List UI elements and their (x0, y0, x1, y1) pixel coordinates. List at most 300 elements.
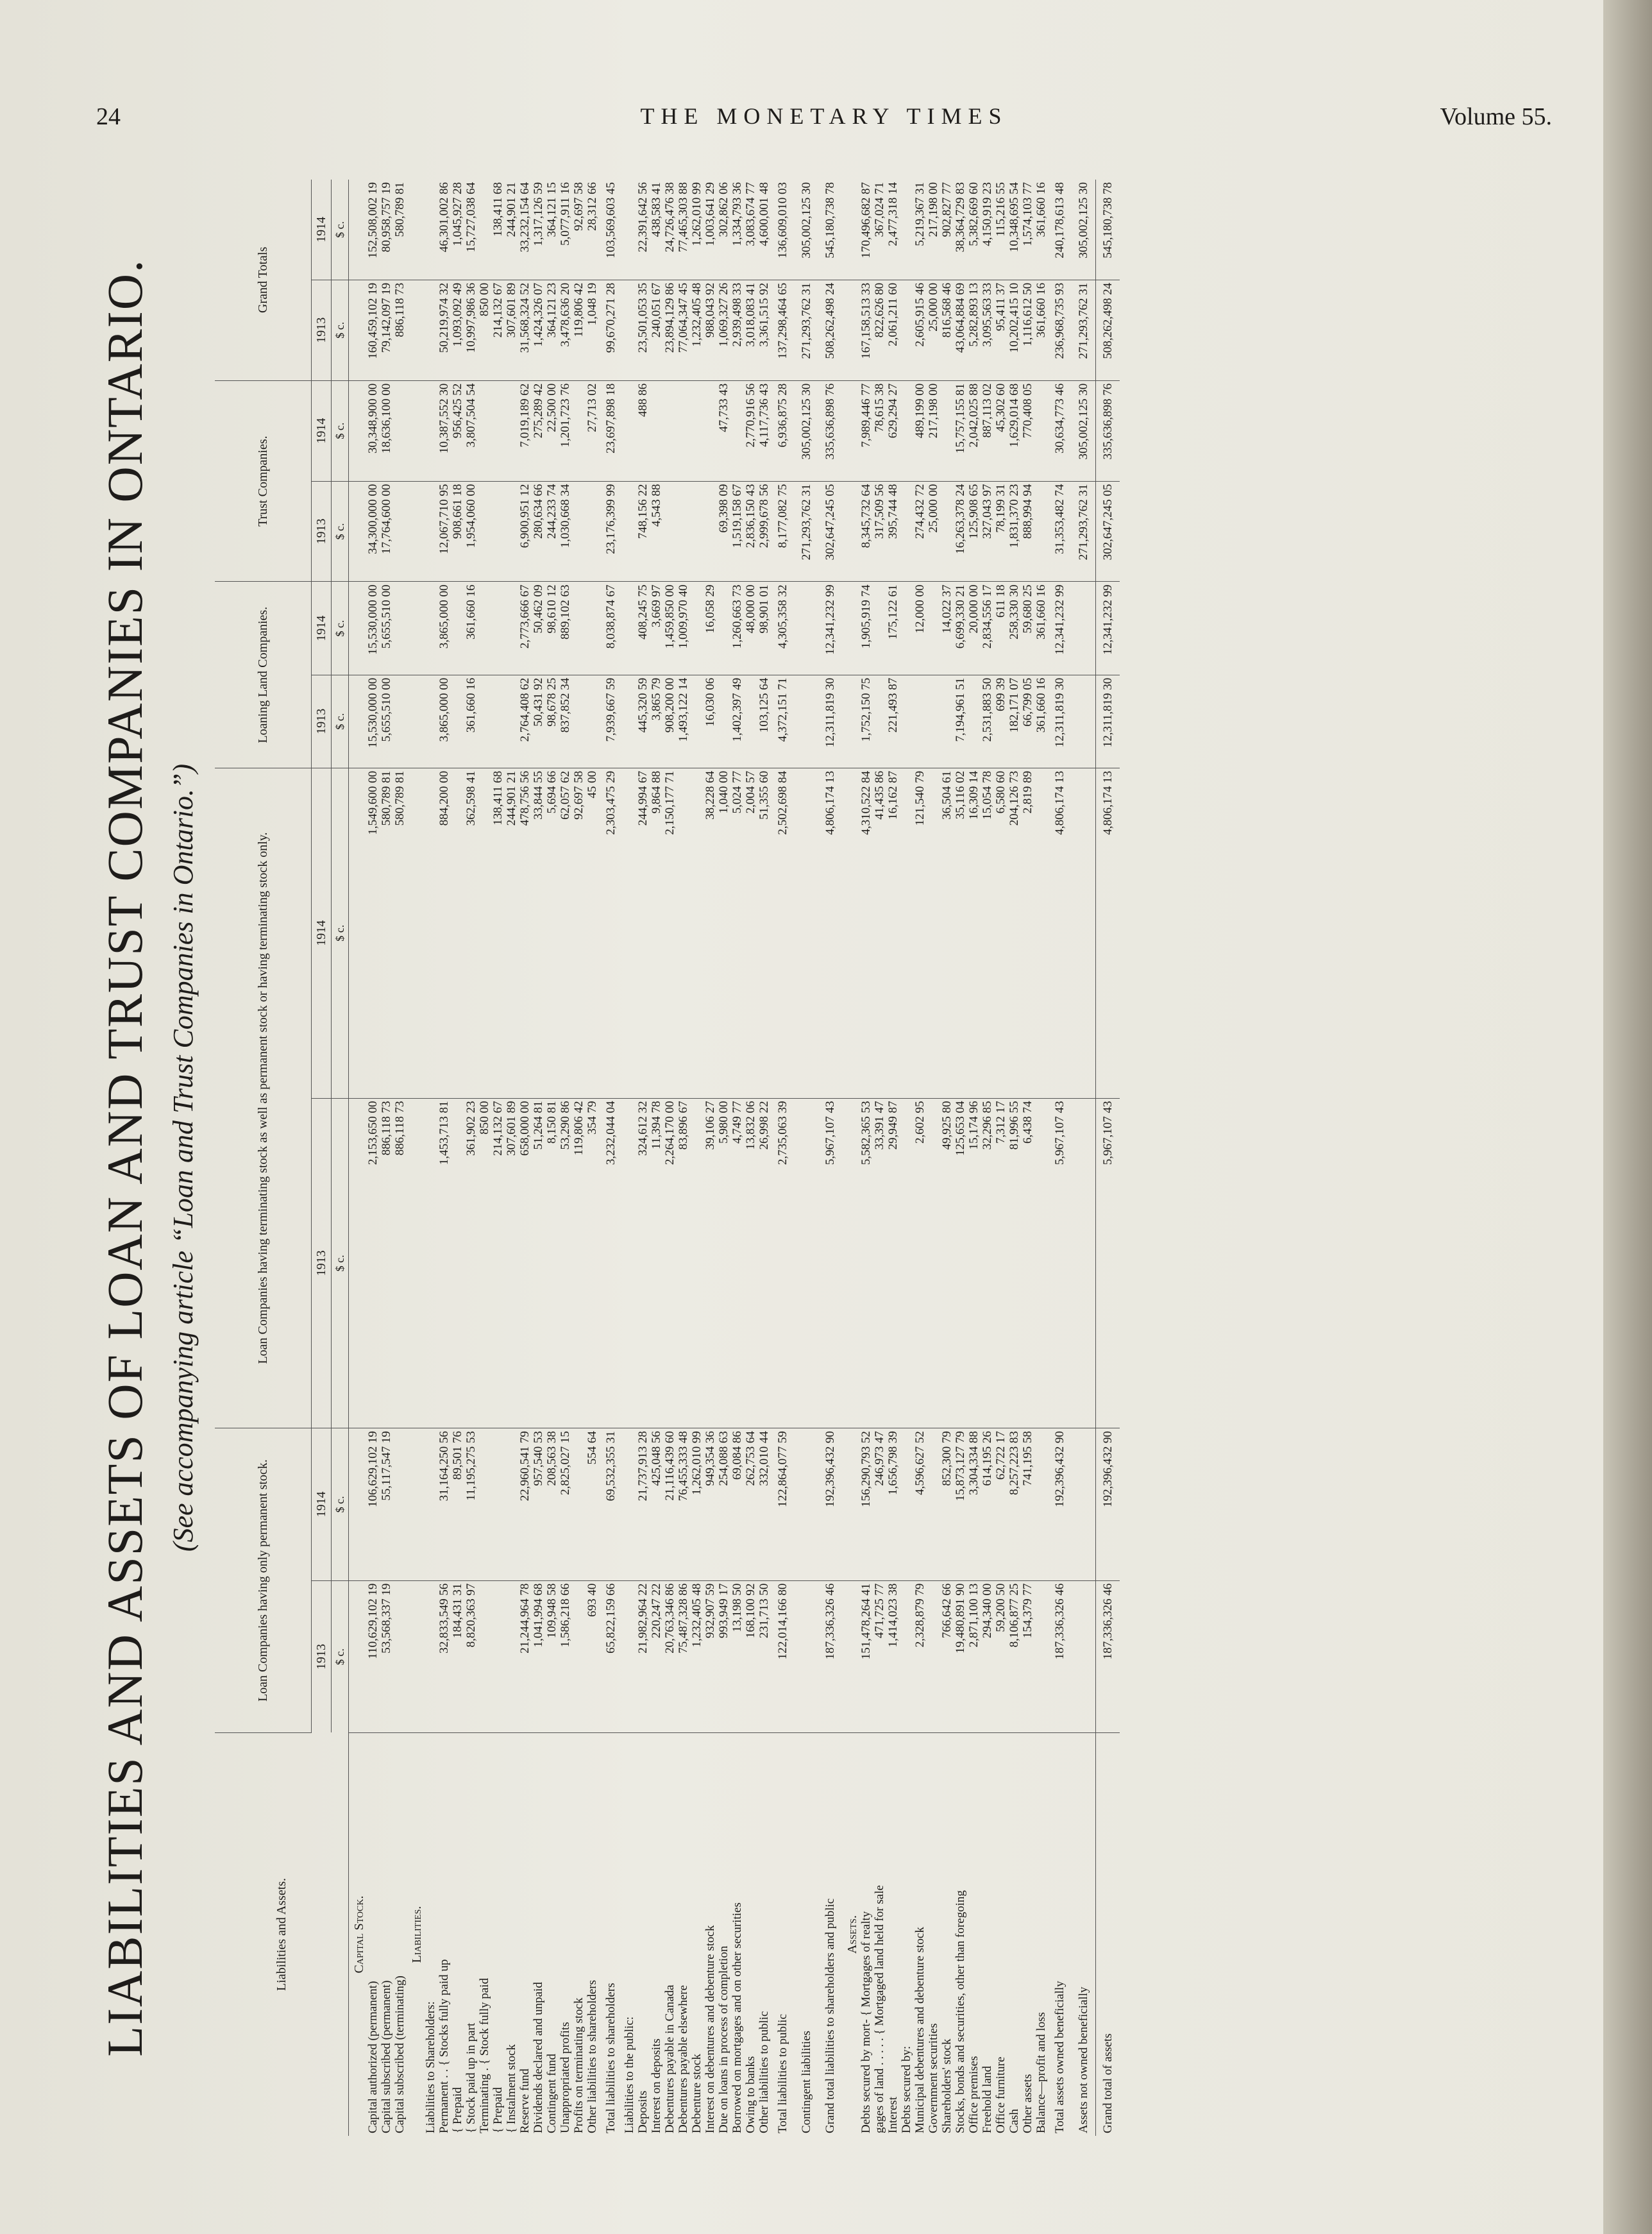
value-cell: 13,198 50 (730, 1580, 744, 1732)
value-cell (407, 1098, 424, 1428)
value-cell (572, 675, 586, 768)
value-cell: 192,396,432 90 (1048, 1428, 1072, 1580)
year-header: 1914 (312, 380, 332, 481)
table-row (636, 180, 650, 2136)
value-cell: 1,453,713 81 (437, 1098, 451, 1428)
table-row (464, 180, 478, 2136)
value-cell: 2,264,170 00 (663, 1098, 677, 1428)
value-cell: 38,364,729 83 (954, 180, 967, 280)
value-cell: 109,948 58 (545, 1580, 559, 1732)
value-cell: 121,540 79 (913, 768, 927, 1098)
value-cell: 36,504 61 (940, 768, 954, 1098)
year-header: 1913 (312, 1580, 332, 1732)
value-cell (900, 1428, 913, 1580)
value-cell (478, 481, 491, 582)
value-cell (663, 481, 677, 582)
value-cell (407, 481, 424, 582)
value-cell (349, 280, 367, 380)
value-cell (505, 380, 518, 481)
value-cell: 138,411 68 (491, 180, 505, 280)
value-cell: 32,296 85 (981, 1098, 994, 1428)
value-cell: 59,680 25 (1021, 582, 1034, 675)
value-cell: 92,697 58 (572, 768, 586, 1098)
value-cell (424, 380, 437, 481)
value-cell: 33,844 55 (532, 768, 545, 1098)
value-cell: 110,629,102 19 (366, 1580, 380, 1732)
value-cell: 3,361,515 92 (757, 280, 771, 380)
table-row (393, 180, 407, 2136)
value-cell (677, 768, 690, 1098)
value-cell: 21,982,964 22 (636, 1580, 650, 1732)
value-cell: 136,609,010 03 (771, 180, 795, 280)
value-cell (842, 280, 859, 380)
value-cell: 50,462 09 (532, 582, 545, 675)
value-cell: 28,312 66 (586, 180, 599, 280)
value-cell: 13,832 06 (744, 1098, 757, 1428)
value-cell: 1,232,405 48 (690, 1580, 704, 1732)
value-cell: 15,530,000 00 (366, 675, 380, 768)
unit-header: $ c. (332, 380, 349, 481)
value-cell: 5,582,365 53 (859, 1098, 873, 1428)
value-cell (407, 582, 424, 675)
value-cell: 361,660 16 (1034, 582, 1048, 675)
value-cell (572, 1580, 586, 1732)
value-cell (491, 1580, 505, 1732)
value-cell (424, 768, 437, 1098)
value-cell: 988,043 92 (704, 280, 717, 380)
value-cell: 20,763,346 86 (663, 1580, 677, 1732)
value-cell: 240,051 67 (650, 280, 663, 380)
value-cell: 4,596,627 52 (913, 1428, 927, 1580)
value-cell (478, 1580, 491, 1732)
table-row (886, 180, 900, 2136)
value-cell: 184,431 31 (451, 1580, 464, 1732)
value-cell (842, 481, 859, 582)
value-cell: 956,425 52 (451, 380, 464, 481)
value-cell: 4,806,174 13 (1096, 768, 1120, 1098)
year-header: 1913 (312, 1098, 332, 1428)
value-cell: 1,493,122 14 (677, 675, 690, 768)
value-cell: 15,727,038 64 (464, 180, 478, 280)
row-label: Other assets (1021, 2074, 1034, 2133)
value-cell (407, 675, 424, 768)
value-cell (393, 675, 407, 768)
value-cell: 302,647,245 05 (818, 481, 842, 582)
table-row (757, 180, 771, 2136)
value-cell: 23,894,129 86 (663, 280, 677, 380)
value-cell: 217,198 00 (927, 180, 940, 280)
table-row (704, 180, 717, 2136)
value-cell (572, 481, 586, 582)
row-label: Debts secured by mort- { Mortgages of realty (859, 1911, 873, 2133)
value-cell: 2,061,211 60 (886, 280, 900, 380)
value-cell: 78,615 38 (873, 380, 886, 481)
value-cell: 92,697 58 (572, 180, 586, 280)
value-cell: 3,095,563 33 (981, 280, 994, 380)
value-cell: 770,408 05 (1021, 380, 1034, 481)
value-cell (407, 1428, 424, 1580)
value-cell: 6,580 60 (994, 768, 1007, 1098)
row-label: Deposits (636, 2090, 650, 2133)
value-cell: 8,257,223 83 (1007, 1428, 1021, 1580)
value-cell: 43,064,884 69 (954, 280, 967, 380)
value-cell (842, 180, 859, 280)
value-cell: 361,660 16 (464, 675, 478, 768)
value-cell (842, 582, 859, 675)
row-label: Interest (886, 2097, 900, 2133)
value-cell: 1,831,370 23 (1007, 481, 1021, 582)
value-cell: 888,994 94 (1021, 481, 1034, 582)
value-cell: 2,477,318 14 (886, 180, 900, 280)
year-header: 1913 (312, 481, 332, 582)
table-row (1048, 180, 1072, 2136)
row-label: Assets. (845, 1915, 859, 1954)
value-cell (677, 380, 690, 481)
value-cell: 850 00 (478, 1098, 491, 1428)
value-cell (1072, 768, 1096, 1098)
value-cell: 137,298,464 65 (771, 280, 795, 380)
value-cell (690, 582, 704, 675)
value-cell: 45,302 60 (994, 380, 1007, 481)
value-cell (451, 582, 464, 675)
value-cell: 8,345,732 64 (859, 481, 873, 582)
value-cell: 425,048 56 (650, 1428, 663, 1580)
value-cell: 2,531,883 50 (981, 675, 994, 768)
value-cell: 21,116,439 60 (663, 1428, 677, 1580)
value-cell: 214,132 67 (491, 280, 505, 380)
row-label: Profits on terminating stock (572, 1997, 586, 2133)
row-label: { Stock paid up in part (464, 2022, 478, 2133)
value-cell: 993,949 17 (717, 1580, 730, 1732)
value-cell: 35,116 02 (954, 768, 967, 1098)
value-cell: 2,836,150 43 (744, 481, 757, 582)
value-cell: 3,478,636 20 (559, 280, 572, 380)
row-label: Other liabilities to public (757, 2011, 771, 2133)
value-cell (690, 768, 704, 1098)
value-cell (451, 675, 464, 768)
value-cell: 5,024 77 (730, 768, 744, 1098)
value-cell (586, 582, 599, 675)
value-cell: 33,391 47 (873, 1098, 886, 1428)
value-cell: 204,126 73 (1007, 768, 1021, 1098)
value-cell: 12,341,232 99 (1096, 582, 1120, 675)
value-cell: 488 86 (636, 380, 650, 481)
value-cell: 699 39 (994, 675, 1007, 768)
section-heading-row (349, 180, 367, 2136)
row-label: Grand total of assets (1096, 1733, 1120, 2137)
value-cell: 23,176,399 99 (599, 481, 623, 582)
value-cell: 4,749 77 (730, 1098, 744, 1428)
value-cell: 240,178,613 48 (1048, 180, 1072, 280)
row-label: Owing to banks (744, 2056, 757, 2133)
value-cell: 3,865,000 00 (437, 675, 451, 768)
value-cell: 151,478,264 41 (859, 1580, 873, 1732)
value-cell: 1,414,023 38 (886, 1580, 900, 1732)
value-cell: 170,496,682 87 (859, 180, 873, 280)
value-cell: 79,142,097 19 (380, 280, 393, 380)
value-cell: 7,194,961 51 (954, 675, 967, 768)
row-label: Reserve fund (518, 2069, 532, 2133)
value-cell (623, 280, 636, 380)
value-cell: 77,465,303 88 (677, 180, 690, 280)
value-cell: 438,583 41 (650, 180, 663, 280)
value-cell: 5,967,107 43 (1096, 1098, 1120, 1428)
value-cell: 307,601 89 (505, 1098, 518, 1428)
value-cell: 3,304,334 88 (967, 1428, 981, 1580)
value-cell: 24,726,476 38 (663, 180, 677, 280)
row-label: Other liabilities to shareholders (586, 1979, 599, 2133)
value-cell (623, 481, 636, 582)
value-cell (424, 280, 437, 380)
table-row (451, 180, 464, 2136)
value-cell: 48,000 00 (744, 582, 757, 675)
section-heading-row (407, 180, 424, 2136)
value-cell: 850 00 (478, 280, 491, 380)
value-cell: 367,024 71 (873, 180, 886, 280)
value-cell: 4,310,522 84 (859, 768, 873, 1098)
value-cell: 12,341,232 99 (1048, 582, 1072, 675)
value-cell (572, 380, 586, 481)
value-cell: 32,833,549 56 (437, 1580, 451, 1732)
value-cell: 5,655,510 00 (380, 675, 393, 768)
value-cell (927, 1098, 940, 1428)
table-row (677, 180, 690, 2136)
value-cell: 1,030,668 34 (559, 481, 572, 582)
group-header: Loan Companies having only permanent stock. (215, 1428, 312, 1733)
row-label: Office furniture (994, 2056, 1007, 2133)
value-cell: 887,113 02 (981, 380, 994, 481)
value-cell: 614,195 26 (981, 1428, 994, 1580)
value-cell: 98,610 12 (545, 582, 559, 675)
table-row (1007, 180, 1021, 2136)
value-cell: 125,653 04 (954, 1098, 967, 1428)
value-cell (744, 675, 757, 768)
value-cell: 25,000 00 (927, 280, 940, 380)
value-cell (1034, 1580, 1048, 1732)
value-cell: 25,000 00 (927, 481, 940, 582)
value-cell: 34,300,000 00 (366, 481, 380, 582)
value-cell: 15,873,127 79 (954, 1428, 967, 1580)
value-cell: 175,122 61 (886, 582, 900, 675)
value-cell: 8,150 81 (545, 1098, 559, 1428)
row-label: Freehold land (981, 2065, 994, 2133)
value-cell (478, 180, 491, 280)
table-row (1021, 180, 1034, 2136)
value-cell: 1,093,092 49 (451, 280, 464, 380)
value-cell: 236,968,735 93 (1048, 280, 1072, 380)
value-cell: 95,411 37 (994, 280, 1007, 380)
label-column-header: Liabilities and Assets. (215, 1733, 349, 2137)
table-row (954, 180, 967, 2136)
value-cell (795, 768, 818, 1098)
value-cell: 7,939,667 59 (599, 675, 623, 768)
value-cell: 5,282,893 13 (967, 280, 981, 380)
value-cell: 16,058 29 (704, 582, 717, 675)
value-cell (940, 380, 954, 481)
table-row (532, 180, 545, 2136)
value-cell: 217,198 00 (927, 380, 940, 481)
value-cell: 1,048 19 (586, 280, 599, 380)
value-cell (900, 481, 913, 582)
value-cell: 6,936,875 28 (771, 380, 795, 481)
value-cell: 1,040 00 (717, 768, 730, 1098)
value-cell: 53,568,337 19 (380, 1580, 393, 1732)
value-cell: 335,636,898 76 (1096, 380, 1120, 481)
value-cell: 244,994 67 (636, 768, 650, 1098)
value-cell: 7,989,446 77 (859, 380, 873, 481)
row-label: Interest on deposits (650, 2038, 663, 2133)
value-cell: 902,827 77 (940, 180, 954, 280)
value-cell: 12,311,819 30 (1096, 675, 1120, 768)
value-cell: 12,311,819 30 (818, 675, 842, 768)
value-cell: 5,077,911 16 (559, 180, 572, 280)
value-cell (623, 180, 636, 280)
value-cell (349, 1428, 367, 1580)
value-cell (842, 768, 859, 1098)
value-cell: 115,216 55 (994, 180, 1007, 280)
value-cell: 45 00 (586, 768, 599, 1098)
value-cell: 3,865 79 (650, 675, 663, 768)
value-cell: 693 40 (586, 1580, 599, 1732)
value-cell: 76,455,333 48 (677, 1428, 690, 1580)
value-cell: 766,642 66 (940, 1580, 954, 1732)
value-cell (491, 582, 505, 675)
row-label: Due on loans in process of completion (717, 1945, 730, 2133)
table-row (913, 180, 927, 2136)
value-cell: 125,908 65 (967, 481, 981, 582)
year-header: 1914 (312, 1428, 332, 1580)
value-cell: 886,118 73 (380, 1098, 393, 1428)
row-label: gages of land . . . . . { Mortgaged land held for sale (873, 1885, 886, 2133)
value-cell: 8,177,082 75 (771, 481, 795, 582)
value-cell: 21,737,913 28 (636, 1428, 650, 1580)
value-cell (349, 1098, 367, 1428)
value-cell (349, 481, 367, 582)
value-cell: 16,309 14 (967, 768, 981, 1098)
value-cell: 2,153,650 00 (366, 1098, 380, 1428)
unit-header: $ c. (332, 582, 349, 675)
value-cell: 26,998 22 (757, 1098, 771, 1428)
value-cell: 3,807,504 54 (464, 380, 478, 481)
value-cell: 103,125 64 (757, 675, 771, 768)
value-cell: 274,432 72 (913, 481, 927, 582)
value-cell: 208,563 38 (545, 1428, 559, 1580)
value-cell: 305,002,125 30 (795, 380, 818, 481)
unit-header: $ c. (332, 481, 349, 582)
value-cell (842, 1098, 859, 1428)
value-cell: 1,003,641 29 (704, 180, 717, 280)
table-row (586, 180, 599, 2136)
value-cell (717, 582, 730, 675)
value-cell: 27,713 02 (586, 380, 599, 481)
value-cell: 167,158,513 33 (859, 280, 873, 380)
row-label: Permanent . . { Stocks fully paid up (437, 1959, 451, 2133)
value-cell: 305,002,125 30 (795, 180, 818, 280)
value-cell: 5,980 00 (717, 1098, 730, 1428)
value-cell: 258,330 30 (1007, 582, 1021, 675)
value-cell: 508,262,498 24 (818, 280, 842, 380)
row-label: Cash (1007, 2109, 1021, 2133)
table-row (424, 180, 437, 2136)
value-cell: 18,636,100 00 (380, 380, 393, 481)
value-cell (795, 675, 818, 768)
value-cell (795, 582, 818, 675)
value-cell: 2,042,025 88 (967, 380, 981, 481)
value-cell: 886,118 73 (393, 1098, 407, 1428)
value-cell: 837,852 34 (559, 675, 572, 768)
value-cell (623, 1428, 636, 1580)
row-label: Debentures payable elsewhere (677, 1984, 690, 2133)
value-cell: 2,502,698 84 (771, 768, 795, 1098)
value-cell: 22,960,541 79 (518, 1428, 532, 1580)
value-cell: 12,311,819 30 (1048, 675, 1072, 768)
value-cell: 99,670,271 28 (599, 280, 623, 380)
group-header: Grand Totals (215, 180, 312, 380)
value-cell: 4,305,358 32 (771, 582, 795, 675)
value-cell: 294,340 00 (981, 1580, 994, 1732)
value-cell (451, 768, 464, 1098)
value-cell: 33,232,154 64 (518, 180, 532, 280)
value-cell: 305,002,125 30 (1072, 180, 1096, 280)
value-cell (407, 180, 424, 280)
table-row (1034, 180, 1048, 2136)
value-cell: 1,586,218 66 (559, 1580, 572, 1732)
value-cell: 156,290,793 52 (859, 1428, 873, 1580)
value-cell (505, 1428, 518, 1580)
value-cell (690, 380, 704, 481)
value-cell: 1,260,663 73 (730, 582, 744, 675)
value-cell (572, 1428, 586, 1580)
group-header: Loan Companies having terminating stock as well as permanent stock or having terminating stock only. (215, 768, 312, 1428)
table-row (572, 180, 586, 2136)
value-cell: 7,312 17 (994, 1098, 1007, 1428)
value-cell (572, 582, 586, 675)
value-cell: 1,752,150 75 (859, 675, 873, 768)
value-cell: 168,100 92 (744, 1580, 757, 1732)
value-cell: 816,568 46 (940, 280, 954, 380)
table-row (900, 180, 913, 2136)
value-cell (424, 1428, 437, 1580)
unit-header: $ c. (332, 1580, 349, 1732)
value-cell: 4,543 88 (650, 481, 663, 582)
value-cell (586, 481, 599, 582)
year-header: 1914 (312, 180, 332, 280)
table-row (505, 180, 518, 2136)
value-cell (491, 1428, 505, 1580)
value-cell: 1,954,060 00 (464, 481, 478, 582)
row-label: Capital subscribed (terminating) (393, 1976, 407, 2133)
value-cell: 445,320 59 (636, 675, 650, 768)
value-cell: 31,164,250 56 (437, 1428, 451, 1580)
value-cell: 10,997,986 36 (464, 280, 478, 380)
value-cell: 395,744 48 (886, 481, 900, 582)
value-cell: 187,336,326 46 (818, 1580, 842, 1732)
value-cell (349, 675, 367, 768)
value-cell: 11,195,275 53 (464, 1428, 478, 1580)
value-cell: 89,501 76 (451, 1428, 464, 1580)
value-cell: 361,660 16 (1034, 180, 1048, 280)
value-cell: 4,806,174 13 (818, 768, 842, 1098)
value-cell (623, 768, 636, 1098)
value-cell: 246,973 47 (873, 1428, 886, 1580)
value-cell: 1,574,103 77 (1021, 180, 1034, 280)
value-cell: 1,629,014 68 (1007, 380, 1021, 481)
value-cell (623, 1098, 636, 1428)
value-cell: 23,501,053 35 (636, 280, 650, 380)
value-cell: 932,907 59 (704, 1580, 717, 1732)
value-cell: 17,764,600 00 (380, 481, 393, 582)
journal-name: THE MONETARY TIMES (640, 103, 1008, 129)
